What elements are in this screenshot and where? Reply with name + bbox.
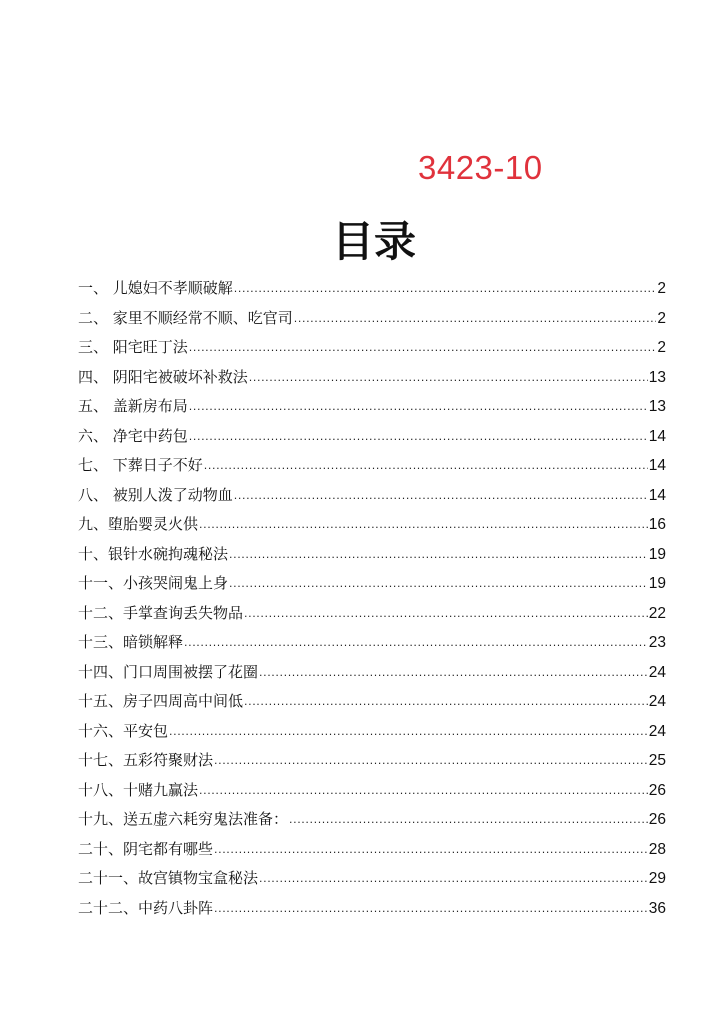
toc-dot-leader	[259, 864, 648, 894]
toc-entry-title: 十六、平安包	[78, 721, 169, 740]
toc-dot-leader	[214, 894, 648, 924]
toc-page-number: 22	[648, 604, 666, 622]
toc-entry-title: 二十一、故宫镇物宝盒秘法	[78, 869, 259, 887]
toc-entry[interactable]	[78, 304, 666, 334]
toc-entry[interactable]	[78, 422, 666, 452]
toc-page-number: 2	[657, 309, 666, 327]
toc-page-number: 13	[648, 368, 666, 386]
toc-dot-leader	[259, 658, 648, 688]
toc-dot-leader	[244, 687, 648, 717]
toc-entry[interactable]	[78, 599, 666, 629]
toc-page-number: 13	[648, 398, 666, 415]
toc-page-number: 16	[648, 516, 666, 533]
toc-entry[interactable]	[78, 569, 666, 599]
toc-dot-leader	[214, 835, 648, 865]
toc-page-number: 24	[648, 663, 666, 681]
toc-entry[interactable]	[78, 628, 666, 658]
toc-page-number: 26	[648, 781, 666, 799]
document-code: 3423-10	[418, 149, 543, 186]
toc-entry-title: 十、银针水碗拘魂秘法	[78, 544, 229, 563]
toc-entry-title: 五、 盖新房布局	[78, 397, 188, 415]
toc-dot-leader	[214, 746, 648, 776]
toc-entry-title: 十二、手掌查询丢失物品	[78, 603, 244, 622]
toc-entry-title: 七、 下葬日子不好	[78, 456, 203, 474]
toc-page-number: 29	[648, 870, 666, 887]
toc-entry-title: 二十二、中药八卦阵	[78, 898, 214, 917]
toc-entry[interactable]	[78, 274, 666, 304]
toc-dot-leader	[289, 805, 648, 835]
toc-page-number: 2	[657, 339, 666, 356]
toc-page-number: 14	[648, 486, 666, 504]
toc-entry[interactable]	[78, 333, 666, 363]
toc-page-number: 25	[648, 752, 666, 769]
toc-entry-title: 一、 儿媳妇不孝顺破解	[78, 279, 233, 297]
toc-entry-title: 十七、五彩符聚财法	[78, 751, 214, 769]
toc-entry-title: 二、 家里不顺经常不顺、吃官司	[78, 308, 293, 327]
toc-page-number: 14	[648, 457, 666, 474]
table-of-contents	[78, 274, 666, 923]
toc-dot-leader	[189, 392, 648, 422]
toc-page-number: 36	[648, 899, 666, 917]
toc-entry[interactable]	[78, 510, 666, 540]
toc-entry[interactable]	[78, 481, 666, 511]
toc-dot-leader	[169, 717, 648, 747]
toc-dot-leader	[189, 422, 648, 452]
toc-dot-leader	[229, 569, 648, 599]
toc-entry-title: 十四、门口周围被摆了花圈	[78, 662, 259, 681]
toc-dot-leader	[234, 274, 657, 304]
toc-entry[interactable]	[78, 776, 666, 806]
toc-page-number: 23	[648, 634, 666, 651]
toc-entry[interactable]	[78, 392, 666, 422]
toc-page-number: 19	[648, 575, 666, 592]
toc-entry[interactable]	[78, 835, 666, 865]
toc-entry-title: 十五、房子四周高中间低	[78, 692, 244, 710]
toc-dot-leader	[204, 451, 648, 481]
toc-dot-leader	[244, 599, 648, 629]
toc-entry-title: 十八、十赌九赢法	[78, 780, 199, 799]
toc-entry[interactable]	[78, 658, 666, 688]
toc-entry-title: 十九、送五虚六耗穷鬼法准备：	[78, 810, 289, 828]
toc-page-number: 26	[648, 811, 666, 828]
toc-dot-leader	[234, 481, 648, 511]
toc-entry[interactable]	[78, 805, 666, 835]
toc-entry-title: 三、 阳宅旺丁法	[78, 338, 188, 356]
toc-dot-leader	[184, 628, 648, 658]
toc-entry-title: 八、 被别人泼了动物血	[78, 485, 233, 504]
toc-dot-leader	[249, 363, 648, 393]
toc-page-number: 14	[648, 427, 666, 445]
toc-page-number: 28	[648, 840, 666, 858]
toc-entry[interactable]	[78, 363, 666, 393]
toc-page-number: 19	[648, 545, 666, 563]
toc-entry[interactable]	[78, 864, 666, 894]
toc-entry[interactable]	[78, 687, 666, 717]
toc-entry-title: 十一、小孩哭闹鬼上身	[78, 574, 229, 592]
toc-entry[interactable]	[78, 746, 666, 776]
toc-page-number: 2	[657, 280, 666, 297]
toc-page-number: 24	[648, 722, 666, 740]
toc-dot-leader	[294, 304, 657, 334]
toc-dot-leader	[229, 540, 648, 570]
toc-dot-leader	[199, 776, 648, 806]
toc-entry-title: 九、堕胎婴灵火供	[78, 515, 199, 533]
toc-entry[interactable]	[78, 894, 666, 924]
toc-entry-title: 二十、阴宅都有哪些	[78, 839, 214, 858]
toc-entry[interactable]	[78, 451, 666, 481]
toc-entry-title: 四、 阴阳宅被破坏补救法	[78, 367, 248, 386]
toc-entry[interactable]	[78, 717, 666, 747]
toc-page-number: 24	[648, 693, 666, 710]
toc-entry-title: 六、 净宅中药包	[78, 426, 188, 445]
toc-entry[interactable]	[78, 540, 666, 570]
toc-dot-leader	[189, 333, 657, 363]
toc-entry-title: 十三、暗锁解释	[78, 633, 184, 651]
page-title: 目录	[331, 217, 416, 266]
toc-dot-leader	[199, 510, 648, 540]
